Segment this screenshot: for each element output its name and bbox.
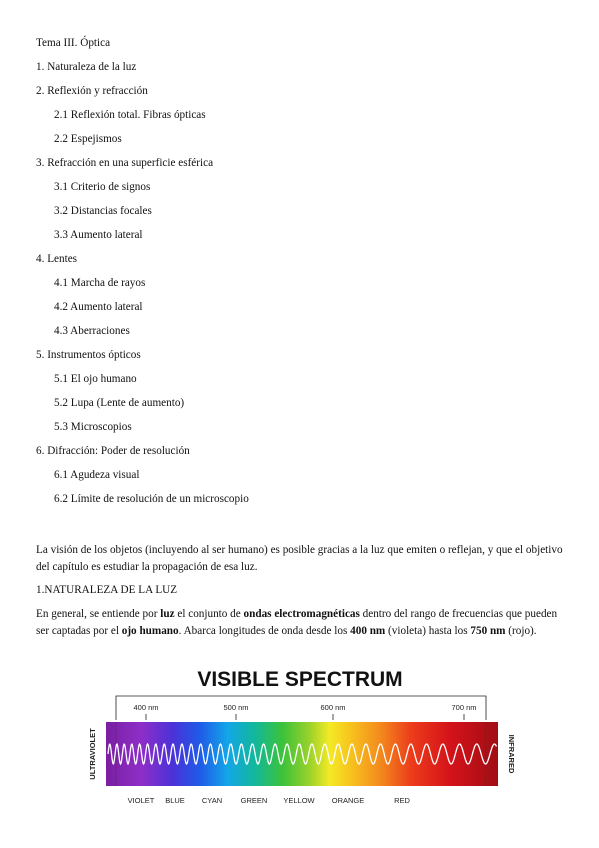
- text-run: . Abarca longitudes de onda desde los: [178, 625, 351, 637]
- toc-subentry: 5.2 Lupa (Lente de aumento): [54, 397, 185, 409]
- section-heading: 1.NATURALEZA DE LA LUZ: [36, 584, 178, 596]
- toc-subentry: 3.3 Aumento lateral: [54, 229, 143, 241]
- toc-entry: 5. Instrumentos ópticos: [36, 349, 141, 361]
- toc-subentry: 3.1 Criterio de signos: [54, 181, 151, 193]
- toc-subentry: 4.3 Aberraciones: [54, 325, 130, 337]
- spectrum-title: VISIBLE SPECTRUM: [197, 668, 403, 691]
- color-label: YELLOW: [283, 796, 315, 805]
- toc-subentry: 2.1 Reflexión total. Fibras ópticas: [54, 109, 206, 121]
- toc-subentry: 6.2 Límite de resolución de un microscopio: [54, 493, 249, 505]
- toc-subentry: 4.1 Marcha de rayos: [54, 277, 146, 289]
- bold-term: 400 nm: [350, 625, 386, 637]
- toc-subentry: 5.1 El ojo humano: [54, 373, 137, 385]
- toc-entry: 6. Difracción: Poder de resolución: [36, 445, 190, 457]
- toc-subentry: 2.2 Espejismos: [54, 133, 122, 145]
- toc-entry: 3. Refracción en una superficie esférica: [36, 157, 214, 169]
- ultraviolet-label: ULTRAVIOLET: [88, 728, 97, 780]
- color-label: VIOLET: [127, 796, 155, 805]
- text-run: dentro del rango de frecuencias que pueden ser captadas por el: [36, 608, 558, 637]
- infrared-label: INFRARED: [507, 734, 516, 774]
- color-label: ORANGE: [331, 796, 365, 805]
- wavelength-bracket: [116, 696, 486, 720]
- intro-paragraph: La visión de los objetos (incluyendo al ser humano) es posible gracias a la luz que emiten o reflejan, y que el objetivo del capítulo es estudiar la propagación de esa luz.: [36, 544, 563, 573]
- bold-term: luz: [160, 608, 175, 620]
- tick-label: 500 nm: [223, 703, 249, 712]
- toc-subentry: 4.2 Aumento lateral: [54, 301, 143, 313]
- toc-entry: 1. Naturaleza de la luz: [36, 61, 137, 73]
- toc-subentry: 5.3 Microscopios: [54, 421, 132, 433]
- color-label: CYAN: [201, 796, 223, 805]
- color-label: RED: [394, 796, 410, 805]
- color-label: BLUE: [165, 796, 185, 805]
- toc-entry: 2. Reflexión y refracción: [36, 85, 148, 97]
- tick-label: 700 nm: [451, 703, 477, 712]
- text-run: (violeta) hasta los: [385, 625, 471, 637]
- visible-spectrum-figure: [82, 662, 522, 810]
- bold-term: ojo humano: [121, 625, 179, 637]
- toc-subentry: 6.1 Agudeza visual: [54, 469, 140, 481]
- text-run: (rojo).: [505, 625, 537, 637]
- bold-term: ondas electromagnéticas: [243, 608, 360, 620]
- tick-label: 400 nm: [133, 703, 159, 712]
- text-run: el conjunto de: [174, 608, 244, 620]
- toc-title: Tema III. Óptica: [36, 37, 111, 49]
- text-run: En general, se entiende por: [36, 608, 161, 620]
- toc-entry: 4. Lentes: [36, 253, 78, 265]
- toc-subentry: 3.2 Distancias focales: [54, 205, 152, 217]
- section-paragraph: [36, 606, 564, 640]
- tick-label: 600 nm: [320, 703, 346, 712]
- bold-term: 750 nm: [470, 625, 506, 637]
- color-label: GREEN: [240, 796, 268, 805]
